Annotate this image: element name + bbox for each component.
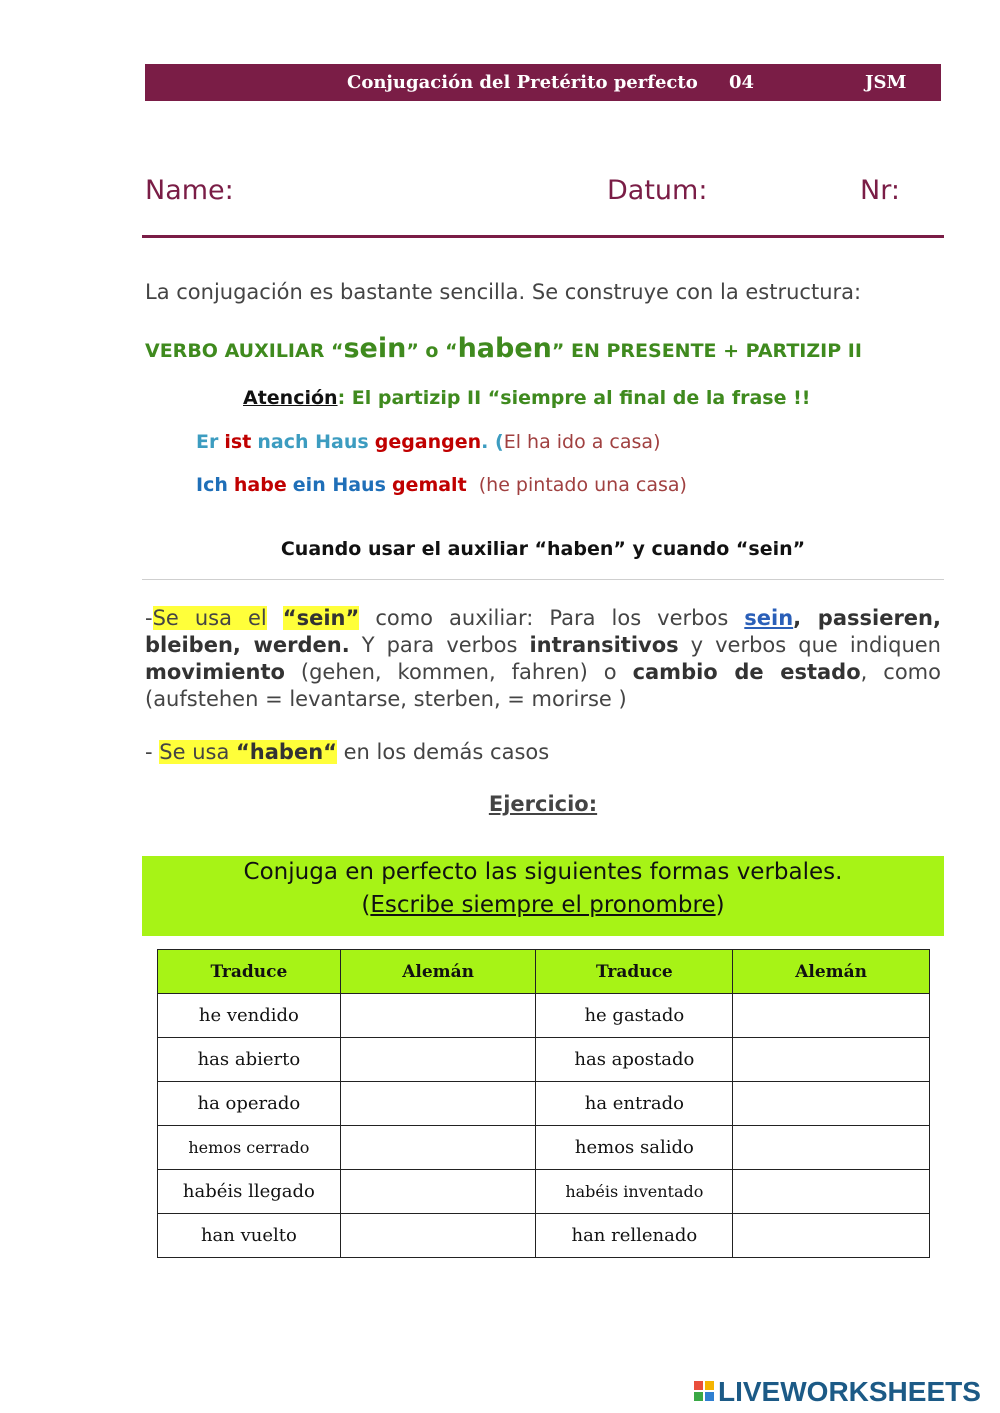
table-header-row — [158, 950, 930, 994]
instructions-line-2-wrap — [142, 892, 944, 918]
logo-square-icon — [694, 1392, 703, 1401]
rule-haben-dash: - — [145, 740, 160, 764]
exercise-table — [157, 949, 930, 1258]
banner-number: 04 — [729, 72, 755, 93]
answer-cell[interactable] — [340, 1082, 536, 1126]
logo-wordmark: LIVEWORKSHEETS — [718, 1376, 981, 1407]
logo-square-icon — [705, 1381, 714, 1390]
ex1-translation: El ha ido a casa) — [503, 431, 661, 453]
answer-cell[interactable] — [733, 1214, 930, 1258]
structure-part-c: ” EN PRESENTE + PARTIZIP II — [551, 340, 862, 362]
spanish-cell: he vendido — [158, 994, 341, 1038]
spanish-cell: habéis llegado — [158, 1170, 341, 1214]
structure-line — [145, 333, 862, 364]
ex1-w4: gegangen — [374, 431, 482, 453]
spanish-cell: ha operado — [158, 1082, 341, 1126]
rule-sein-paragraph — [145, 605, 941, 713]
rule-sein-t1: como auxiliar: Para los verbos — [359, 606, 745, 630]
ex1-w5: . ( — [481, 431, 504, 453]
instructions-open-paren: ( — [361, 892, 371, 918]
spanish-cell: has abierto — [158, 1038, 341, 1082]
spanish-cell: he gastado — [536, 994, 733, 1038]
sein-link[interactable]: sein — [744, 606, 794, 630]
spanish-cell: habéis inventado — [536, 1170, 733, 1214]
rule-haben-word: “haben“ — [236, 740, 337, 764]
attention-text: : El partizip II “siempre al final de la frase !! — [337, 387, 811, 409]
when-title: Cuando usar el auxiliar “haben” y cuando “sein” — [280, 538, 806, 560]
answer-cell[interactable] — [340, 1214, 536, 1258]
structure-part-b: ” o “ — [406, 340, 458, 362]
example-sentence-1 — [196, 431, 660, 453]
rule-sein-b1: intransitivos — [529, 633, 679, 657]
table-row — [158, 1214, 930, 1258]
rule-sein-b3: cambio de estado — [632, 660, 861, 684]
section-divider — [142, 579, 944, 580]
answer-cell[interactable] — [733, 1126, 930, 1170]
ex2-w3: ein Haus — [292, 474, 386, 496]
name-label: Name: — [145, 175, 234, 206]
intro-text: La conjugación es bastante sencilla. Se construye con la estructura: — [145, 280, 862, 304]
answer-cell[interactable] — [733, 994, 930, 1038]
ex1-w2: ist — [224, 431, 252, 453]
ex2-translation: (he pintado una casa) — [478, 474, 687, 496]
instructions-line-2: Escribe siempre el pronombre — [370, 892, 716, 918]
rule-sein-t5: (gehen, kommen, fahren) o — [284, 660, 633, 684]
rule-haben-line — [145, 740, 549, 764]
nr-label: Nr: — [860, 175, 900, 206]
structure-haben: haben — [457, 333, 552, 364]
answer-cell[interactable] — [340, 1038, 536, 1082]
spanish-cell: hemos salido — [536, 1126, 733, 1170]
spanish-cell: ha entrado — [536, 1082, 733, 1126]
ex1-w3: nach Haus — [257, 431, 369, 453]
spanish-cell: han rellenado — [536, 1214, 733, 1258]
rule-sein-b2: movimiento — [145, 660, 285, 684]
rule-sein-t4: y verbos que indiquen — [678, 633, 941, 657]
rule-sein-dash: - — [145, 606, 153, 630]
rule-sein-t6: , como (aufstehen = levantarse, sterben, = morirse ) — [145, 660, 941, 711]
attention-label: Atención — [243, 387, 338, 409]
structure-part-a: VERBO AUXILIAR “ — [145, 340, 344, 362]
rule-sein-t2: , passieren, bleiben, werden. — [145, 606, 941, 657]
rule-sein-t3: Y para verbos — [349, 633, 530, 657]
ex1-w1: Er — [196, 431, 219, 453]
spanish-cell: hemos cerrado — [158, 1126, 341, 1170]
liveworksheets-logo[interactable] — [692, 1378, 992, 1408]
answer-cell[interactable] — [340, 1126, 536, 1170]
instructions-line-1: Conjuga en perfecto las siguientes formas verbales. — [243, 859, 843, 885]
spanish-cell: has apostado — [536, 1038, 733, 1082]
banner-title: Conjugación del Pretérito perfecto — [347, 72, 698, 93]
structure-sein: sein — [343, 333, 407, 364]
example-sentence-2 — [196, 474, 687, 496]
table-row — [158, 1082, 930, 1126]
ex2-w2: habe — [233, 474, 287, 496]
rule-haben-rest: en los demás casos — [336, 740, 550, 764]
col-header-traduce-2: Traduce — [536, 950, 733, 994]
table-row — [158, 1038, 930, 1082]
logo-square-icon — [705, 1392, 714, 1401]
col-header-traduce-1: Traduce — [158, 950, 341, 994]
header-divider — [142, 235, 944, 238]
table-row — [158, 1126, 930, 1170]
answer-cell[interactable] — [340, 994, 536, 1038]
instructions-box — [142, 856, 944, 936]
banner-author: JSM — [865, 72, 907, 93]
answer-cell[interactable] — [733, 1038, 930, 1082]
exercise-title: Ejercicio: — [488, 792, 598, 816]
ex2-w4: gemalt — [391, 474, 467, 496]
attention-line — [243, 387, 810, 409]
spanish-cell: han vuelto — [158, 1214, 341, 1258]
instructions-close-paren: ) — [715, 892, 725, 918]
title-banner — [145, 64, 941, 101]
answer-cell[interactable] — [733, 1170, 930, 1214]
table-row — [158, 1170, 930, 1214]
logo-square-icon — [694, 1381, 703, 1390]
rule-sein-highlight: Se usa el — [152, 606, 267, 630]
datum-label: Datum: — [607, 175, 708, 206]
rule-sein-word: “sein” — [282, 606, 360, 630]
answer-cell[interactable] — [733, 1082, 930, 1126]
col-header-aleman-1: Alemán — [340, 950, 536, 994]
answer-cell[interactable] — [340, 1170, 536, 1214]
rule-haben-highlight: Se usa — [159, 740, 230, 764]
col-header-aleman-2: Alemán — [733, 950, 930, 994]
table-row — [158, 994, 930, 1038]
ex2-w1: Ich — [196, 474, 228, 496]
